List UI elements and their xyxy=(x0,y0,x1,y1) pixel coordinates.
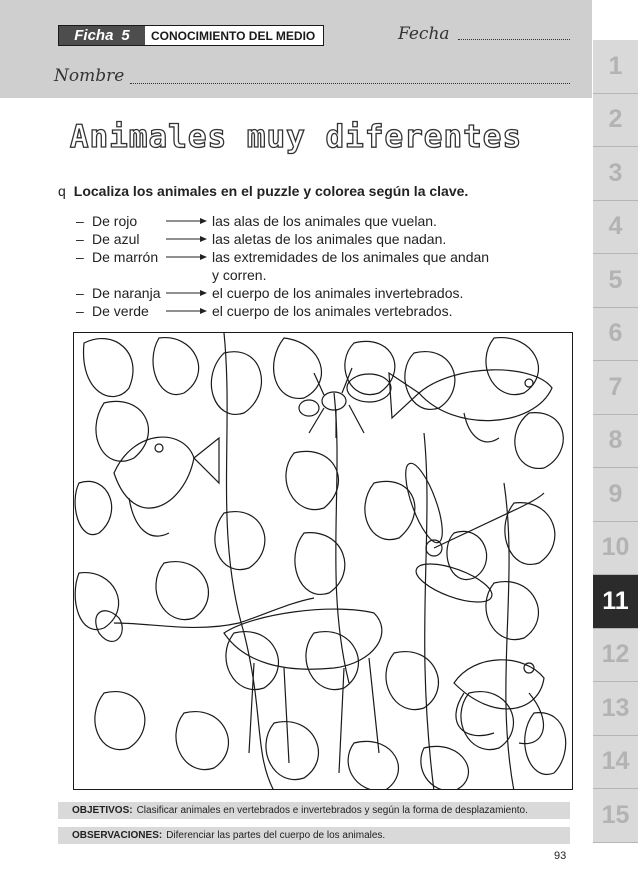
leaf xyxy=(84,339,133,397)
tab-7[interactable]: 7 xyxy=(593,361,638,415)
dragonfly-wing xyxy=(398,459,449,546)
fecha-field[interactable] xyxy=(458,39,570,40)
observaciones-label: OBSERVACIONES: xyxy=(72,830,163,841)
instruction xyxy=(58,183,468,199)
tab-9[interactable]: 9 xyxy=(593,468,638,522)
tab-10[interactable]: 10 xyxy=(593,522,638,576)
tab-6[interactable]: 6 xyxy=(593,308,638,362)
giraffe-leg xyxy=(249,658,379,773)
tab-11[interactable]: 11 xyxy=(593,575,638,629)
key-row xyxy=(76,266,546,284)
arrow-right-icon xyxy=(166,307,208,315)
key-row xyxy=(76,284,546,302)
key-color-label: De naranja xyxy=(92,285,161,301)
tab-12[interactable]: 12 xyxy=(593,629,638,683)
key-dash: – xyxy=(76,231,84,247)
key-color-label: De verde xyxy=(92,303,149,319)
key-color-cell xyxy=(76,248,212,266)
leaf xyxy=(386,652,438,710)
key-color-cell xyxy=(76,284,212,302)
key-color-cell xyxy=(76,212,212,230)
ficha-label: Ficha xyxy=(74,27,114,44)
instruction-text: Localiza los animales en el puzzle y colorea según la clave. xyxy=(73,183,469,199)
key-description: las alas de los animales que vuelan. xyxy=(212,213,437,229)
leaf xyxy=(95,692,145,750)
leaf xyxy=(515,413,563,469)
chapter-tabs xyxy=(593,40,638,843)
leaf xyxy=(96,401,148,461)
tab-2[interactable]: 2 xyxy=(593,94,638,148)
objetivos-label: OBJETIVOS: xyxy=(72,805,133,816)
leaf xyxy=(75,573,118,630)
tab-15[interactable]: 15 xyxy=(593,789,638,843)
key-color-label: De rojo xyxy=(92,213,138,229)
objetivos-bar xyxy=(58,802,570,819)
giraffe-head xyxy=(96,611,122,642)
key-row xyxy=(76,230,546,248)
arrow-right-icon xyxy=(166,289,208,297)
key-description: el cuerpo de los animales invertebrados. xyxy=(212,285,464,301)
key-description: las aletas de los animales que nadan. xyxy=(212,231,447,247)
frog-body xyxy=(454,660,544,709)
key-color-label: De marrón xyxy=(92,249,159,265)
leaf xyxy=(215,512,265,570)
key-description: las extremidades de los animales que andan xyxy=(212,249,490,265)
leaf xyxy=(486,582,538,640)
leaf xyxy=(211,352,261,415)
key-dash: – xyxy=(76,213,84,229)
leaf xyxy=(295,533,345,595)
ant-head xyxy=(299,400,319,416)
fish-body xyxy=(114,437,194,508)
subject-label: CONOCIMIENTO DEL MEDIO xyxy=(151,28,316,43)
tab-3[interactable]: 3 xyxy=(593,147,638,201)
dragonfly-wing xyxy=(412,556,497,610)
page-title: Animales muy diferentes xyxy=(69,119,523,155)
leaf xyxy=(75,481,112,534)
tab-1[interactable]: 1 xyxy=(593,40,638,94)
leaf xyxy=(306,632,358,690)
nombre-label: Nombre xyxy=(54,66,125,86)
puzzle-drawing xyxy=(74,333,573,790)
tab-14[interactable]: 14 xyxy=(593,736,638,790)
leaf xyxy=(286,451,338,509)
leaf xyxy=(266,722,318,780)
tab-5[interactable]: 5 xyxy=(593,254,638,308)
fish-tail xyxy=(389,373,419,418)
leaf xyxy=(405,352,455,410)
key-description: el cuerpo de los animales vertebrados. xyxy=(212,303,453,319)
ficha-number: 5 xyxy=(121,27,130,44)
color-key xyxy=(76,212,546,320)
leaf xyxy=(176,712,228,770)
fish-eye xyxy=(525,379,533,387)
arrow-right-icon xyxy=(166,217,208,225)
leaf xyxy=(348,741,398,790)
key-row xyxy=(76,248,546,266)
giraffe-neck xyxy=(114,598,314,627)
leaf xyxy=(226,632,278,690)
key-description: y corren. xyxy=(212,267,267,283)
stem xyxy=(504,483,514,790)
objetivos-text: Clasificar animales en vertebrados e invertebrados y según la forma de desplazamiento. xyxy=(136,805,528,816)
ficha-badge xyxy=(59,26,145,45)
stem xyxy=(224,333,274,790)
leaf xyxy=(421,746,469,790)
tab-4[interactable]: 4 xyxy=(593,201,638,255)
leaf xyxy=(345,341,395,394)
key-color-cell xyxy=(76,266,212,284)
tab-13[interactable]: 13 xyxy=(593,682,638,736)
key-row xyxy=(76,212,546,230)
arrow-right-icon xyxy=(166,253,208,261)
leaf xyxy=(505,503,555,565)
key-dash: – xyxy=(76,285,84,301)
page-number: 93 xyxy=(554,850,567,862)
stem xyxy=(424,433,434,790)
key-color-cell xyxy=(76,230,212,248)
tab-8[interactable]: 8 xyxy=(593,415,638,469)
observaciones-bar xyxy=(58,827,570,844)
observaciones-text: Diferenciar las partes del cuerpo de los animales. xyxy=(166,830,386,841)
instruction-bullet: q xyxy=(58,183,66,199)
dragonfly-tail xyxy=(519,493,544,508)
key-color-cell xyxy=(76,302,212,320)
key-dash: – xyxy=(76,249,84,265)
leaf xyxy=(153,338,199,395)
nombre-field[interactable] xyxy=(130,83,570,84)
fish-fin xyxy=(464,413,499,442)
puzzle-illustration xyxy=(73,332,573,790)
ficha-box xyxy=(58,25,324,46)
fish-eye xyxy=(155,444,163,452)
key-color-label: De azul xyxy=(92,231,140,247)
fish-tail xyxy=(194,438,219,483)
fecha-label: Fecha xyxy=(398,24,450,44)
leaf xyxy=(274,338,322,398)
key-dash: – xyxy=(76,303,84,319)
key-row xyxy=(76,302,546,320)
leaf xyxy=(156,562,208,620)
arrow-right-icon xyxy=(166,235,208,243)
